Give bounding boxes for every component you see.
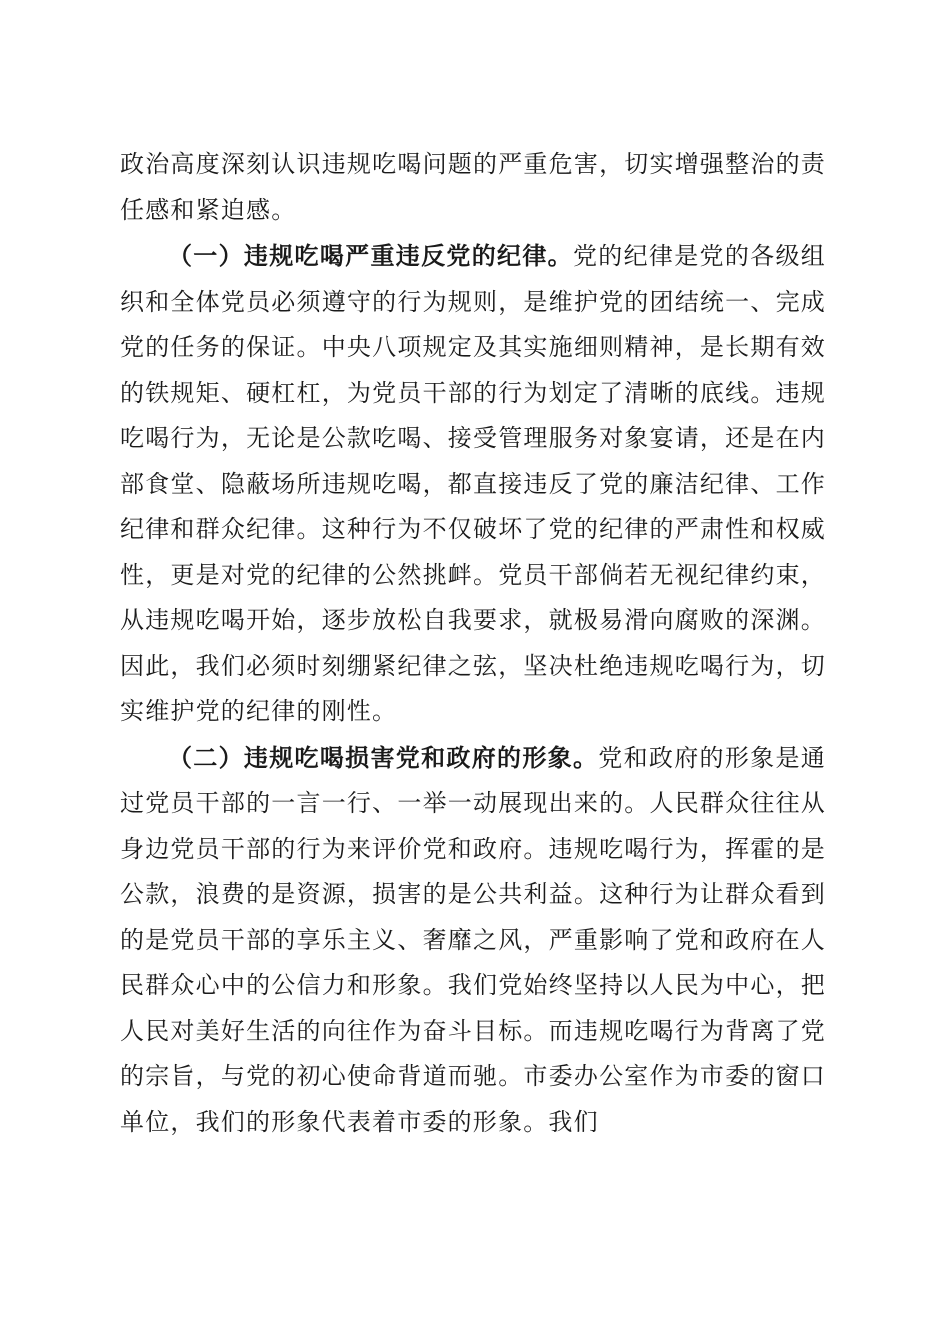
paragraph-text: 党的纪律是党的各级组织和全体党员必须遵守的行为规则，是维护党的团结统一、完成党的任务的保证。中央八项规定及其实施细则精神，是长期有效的铁规矩、硬杠杠，为党员干部的行为划定了清晰的底线。违规吃喝行为，无论是公款吃喝、接受管理服务对象宴请，还是在内部食堂、隐蔽场所违规吃喝，都直接违反了党的廉洁纪律、工作纪律和群众纪律。这种行为不仅破坏了党的纪律的严肃性和权威性，更是对党的纪律的公然挑衅。党员干部倘若无视纪律约束，从违规吃喝开始，逐步放松自我要求，就极易滑向腐败的深渊。因此，我们必须时刻绷紧纪律之弦，坚决杜绝违规吃喝行为，切实维护党的纪律的刚性。 — [120, 242, 827, 725]
section-heading: （一）违规吃喝严重违反党的纪律。 — [168, 241, 573, 270]
paragraph-section-2 — [120, 735, 826, 1146]
paragraph-section-1 — [120, 233, 826, 735]
document-body — [120, 142, 826, 1145]
paragraph-text: 政治高度深刻认识违规吃喝问题的严重危害，切实增强整治的责任感和紧迫感。 — [120, 150, 826, 224]
section-heading: （二）违规吃喝损害党和政府的形象。 — [168, 742, 599, 772]
paragraph-text: 党和政府的形象是通过党员干部的一言一行、一举一动展现出来的。人民群众往往从身边党员干部的行为来评价党和政府。违规吃喝行为，挥霍的是公款，浪费的是资源，损害的是公共利益。这种行为让群众看到的是党员干部的享乐主义、奢靡之风，严重影响了党和政府在人民群众心中的公信力和形象。我们党始终坚持以人民为中心，把人民对美好生活的向往作为奋斗目标。而违规吃喝行为背离了党的宗旨，与党的初心使命背道而驰。市委办公室作为市委的窗口单位，我们的形象代表着市委的形象。我们 — [120, 743, 826, 1136]
paragraph-continuation — [120, 142, 826, 233]
